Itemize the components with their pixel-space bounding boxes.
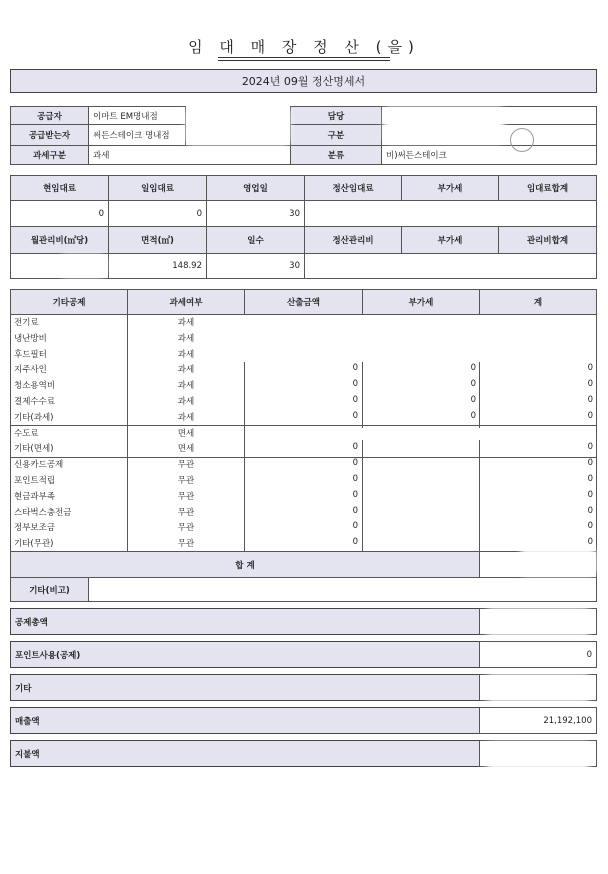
ded-header: 계 — [479, 289, 597, 315]
summary-label: 공제총액 — [15, 618, 48, 628]
stamp-circle — [510, 128, 534, 152]
title-underline — [218, 57, 390, 58]
recipient-label: 공급받는자 — [10, 124, 89, 146]
ded-row-amount: 0 — [352, 490, 358, 500]
mgmt-header: 월관리비(㎡당) — [10, 226, 109, 254]
supplier-label: 공급자 — [10, 106, 89, 125]
summary-value: 21,192,100 — [479, 707, 597, 734]
ded-row-tax: 무관 — [177, 460, 195, 470]
ded-row-tax: 과세 — [177, 318, 195, 328]
category-label: 분류 — [290, 145, 382, 165]
ded-row-tax: 무관 — [177, 539, 195, 549]
ded-row-amount: 0 — [352, 474, 358, 484]
ded-row-name: 정부보조금 — [14, 523, 56, 533]
document-title: 임 대 매 장 정 산 (을) — [188, 38, 420, 56]
ded-row-tax: 무관 — [177, 523, 195, 533]
mgmt-header: 일수 — [206, 226, 305, 254]
ded-row-tax: 무관 — [177, 476, 195, 486]
ded-row-vat: 0 — [470, 395, 476, 405]
ded-row-tax: 과세 — [177, 397, 195, 407]
division-label: 구분 — [290, 124, 382, 146]
ded-header: 부가세 — [362, 289, 480, 315]
supplier-value: 이마트 EM명내점 — [88, 106, 186, 125]
ded-row-name: 스타벅스충전금 — [14, 508, 72, 518]
ded-row-tax: 과세 — [177, 350, 195, 360]
ded-row-name: 지주사인 — [14, 365, 47, 375]
summary-label: 포인트사용(공제) — [15, 651, 81, 661]
ded-row-sum: 0 — [587, 474, 593, 484]
mgmt-header: 부가세 — [401, 226, 499, 254]
mgmt-header: 면적(㎡) — [108, 226, 207, 254]
ded-row-sum: 0 — [587, 395, 593, 405]
ded-row-name: 냉난방비 — [14, 334, 47, 344]
summary-label-bar — [10, 707, 480, 734]
mgmt-header: 관리비합계 — [498, 226, 597, 254]
category-value: 비)써든스테이크 — [381, 145, 597, 165]
redaction — [520, 548, 596, 576]
ded-row-name: 청소용역비 — [14, 381, 56, 391]
ded-row-amount: 0 — [352, 379, 358, 389]
ded-header: 과세여부 — [127, 289, 245, 315]
tax-type-value: 과세 — [88, 145, 291, 165]
summary-label: 기타 — [15, 684, 32, 694]
ded-row-name: 수도료 — [14, 429, 39, 439]
ded-row-amount: 0 — [352, 521, 358, 531]
ded-row-amount: 0 — [352, 442, 358, 452]
rent-header: 임대료합계 — [498, 175, 597, 201]
mgmt-value: 148.92 — [108, 253, 207, 279]
redaction — [486, 608, 590, 636]
ded-row-name: 신용카드공제 — [14, 460, 64, 470]
rent-header: 부가세 — [401, 175, 499, 201]
ded-header: 기타공제 — [10, 289, 128, 315]
row-divider — [10, 425, 597, 426]
mgmt-value: 30 — [206, 253, 305, 279]
manager-label: 담당 — [290, 106, 382, 125]
rent-header: 일임대료 — [108, 175, 207, 201]
summary-label: 매출액 — [15, 717, 40, 727]
ded-row-vat: 0 — [470, 379, 476, 389]
mgmt-header: 정산관리비 — [304, 226, 402, 254]
ded-row-sum: 0 — [587, 442, 593, 452]
redaction — [486, 742, 590, 770]
redaction — [186, 107, 290, 145]
note-label: 기타(비고) — [10, 577, 89, 602]
title-underline-double — [218, 60, 390, 61]
summary-label-bar — [10, 674, 480, 701]
redaction — [60, 255, 106, 277]
ded-row-sum: 0 — [587, 363, 593, 373]
ded-row-name: 전기료 — [14, 318, 39, 328]
ded-row-sum: 0 — [587, 379, 593, 389]
ded-row-tax: 무관 — [177, 508, 195, 518]
ded-row-name: 현금과부족 — [14, 492, 56, 502]
summary-label: 지불액 — [15, 750, 40, 760]
ded-row-amount: 0 — [352, 411, 358, 421]
note-value — [88, 577, 597, 602]
ded-row-sum: 0 — [587, 521, 593, 531]
ded-row-name: 기타(무관) — [14, 539, 54, 549]
summary-label-bar — [10, 740, 480, 767]
ded-row-amount: 0 — [352, 537, 358, 547]
ded-row-tax: 과세 — [177, 413, 195, 423]
ded-row-vat: 0 — [470, 411, 476, 421]
summary-value: 0 — [479, 641, 597, 668]
rent-value: 0 — [108, 200, 207, 227]
ded-row-vat: 0 — [470, 363, 476, 373]
tax-type-label: 과세구분 — [10, 145, 89, 165]
total-label: 합 계 — [10, 551, 480, 578]
ded-row-tax: 면세 — [177, 429, 195, 439]
ded-row-amount: 0 — [352, 363, 358, 373]
ded-row-name: 후드필터 — [14, 350, 47, 360]
ded-row-sum: 0 — [587, 411, 593, 421]
ded-row-tax: 무관 — [177, 492, 195, 502]
ded-row-name: 결제수수료 — [14, 397, 56, 407]
ded-row-name: 포인트적립 — [14, 476, 56, 486]
rent-value: 30 — [206, 200, 305, 227]
ded-row-sum: 0 — [587, 506, 593, 516]
rent-value: 0 — [10, 200, 109, 227]
summary-label-bar — [10, 608, 480, 635]
recipient-value: 써든스테이크 명내점 — [88, 124, 186, 146]
redaction — [486, 674, 590, 702]
ded-row-name: 기타(과세) — [14, 413, 54, 423]
ded-row-tax: 면세 — [177, 444, 195, 454]
redaction — [384, 107, 504, 143]
statement-title: 2024년 09월 정산명세서 — [241, 75, 366, 88]
summary-label-bar — [10, 641, 480, 668]
rent-header: 현임대료 — [10, 175, 109, 201]
rent-header: 영업일 — [206, 175, 305, 201]
ded-row-amount: 0 — [352, 458, 358, 468]
ded-row-tax: 과세 — [177, 365, 195, 375]
ded-header: 산출금액 — [244, 289, 363, 315]
ded-row-amount: 0 — [352, 506, 358, 516]
ded-row-tax: 과세 — [177, 381, 195, 391]
ded-row-sum: 0 — [587, 490, 593, 500]
ded-row-name: 기타(면세) — [14, 444, 54, 454]
ded-row-sum: 0 — [587, 458, 593, 468]
mgmt-value-blank — [304, 253, 597, 279]
rent-value-blank — [304, 200, 597, 227]
ded-row-amount: 0 — [352, 395, 358, 405]
ded-row-tax: 과세 — [177, 334, 195, 344]
ded-row-sum: 0 — [587, 537, 593, 547]
rent-header: 정산임대료 — [304, 175, 402, 201]
